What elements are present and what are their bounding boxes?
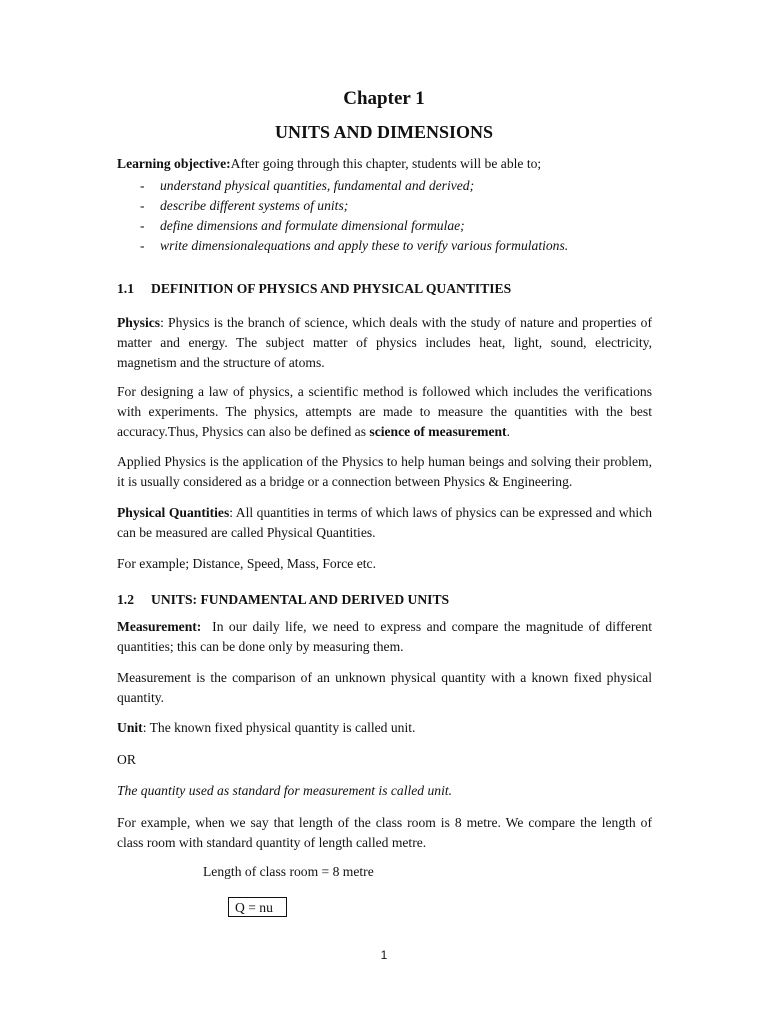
physical-quantities-label: Physical Quantities xyxy=(117,505,230,520)
scientific-method-paragraph xyxy=(117,382,652,442)
chapter-title: UNITS AND DIMENSIONS xyxy=(274,122,494,142)
section-title: DEFINITION OF PHYSICS AND PHYSICAL QUANTITIES xyxy=(151,281,512,296)
science-of-measurement: science of measurement xyxy=(369,424,507,439)
physics-label: Physics xyxy=(117,315,161,330)
physical-quantities-paragraph xyxy=(117,503,652,543)
measurement-text: In our daily life, we need to express and compare the magnitude of different quantities; this can be done only by measuring them. xyxy=(117,619,656,654)
paragraph-end: . xyxy=(506,424,510,439)
list-item: - define dimensions and formulate dimensional formulae; xyxy=(140,216,660,236)
learning-objective-text: After going through this chapter, students will be able to; xyxy=(230,156,542,171)
example-paragraph: For example; Distance, Speed, Mass, Force etc. xyxy=(117,556,376,571)
chapter-label: Chapter 1 xyxy=(343,88,425,109)
unit-paragraph xyxy=(117,718,652,738)
physics-text: : Physics is the branch of science, which deals with the study of nature and properties of matter and energy. The subject matter of physics includes heat, light, sound, electricity, magnetism and the structure of atoms. xyxy=(117,315,652,370)
formula-box: Q = nu xyxy=(228,897,287,917)
paragraph-text: For designing a law of physics, a scientific method is followed which includes the verifications with experiments. The physics, attempts are made to measure the quantities with the best accuracy.Thus, Physics can also be defined as xyxy=(117,384,652,439)
section-number: 1.2 xyxy=(117,592,134,607)
unit-label: Unit xyxy=(117,720,143,735)
list-item: - describe different systems of units; xyxy=(140,196,660,216)
section-heading-1-1 xyxy=(117,281,511,297)
physical-quantities-text: : All quantities in terms of which laws of physics can be expressed and which can be measured are called Physical Quantities. xyxy=(117,505,652,540)
measurement-definition: Measurement is the comparison of an unknown physical quantity with a known fixed physical quantity. xyxy=(117,670,652,705)
formula-example: Length of class room = 8 metre xyxy=(203,864,374,879)
unit-example-paragraph: For example, when we say that length of the class room is 8 metre. We compare the length of class room with standard quantity of length called metre. xyxy=(117,815,652,850)
learning-objective xyxy=(117,154,652,174)
or-text: OR xyxy=(117,752,136,767)
list-item: - understand physical quantities, fundamental and derived; xyxy=(140,176,660,196)
measurement-label: Measurement: xyxy=(117,619,202,634)
list-item: - write dimensionalequations and apply these to verify various formulations. xyxy=(140,236,660,256)
physics-definition xyxy=(117,313,652,373)
page-number: 1 xyxy=(380,948,388,962)
unit-text: : The known fixed physical quantity is called unit. xyxy=(142,720,416,735)
measurement-paragraph xyxy=(117,617,656,657)
applied-physics-paragraph: Applied Physics is the application of the Physics to help human beings and solving their problem, it is usually considered as a bridge or a connection between Physics & Engineering. xyxy=(117,454,652,489)
objectives-list xyxy=(140,176,660,256)
section-title: UNITS: FUNDAMENTAL AND DERIVED UNITS xyxy=(151,592,450,607)
unit-definition: The quantity used as standard for measurement is called unit. xyxy=(117,783,453,798)
learning-objective-label: Learning objective: xyxy=(117,156,231,171)
section-heading-1-2 xyxy=(117,592,449,608)
section-number: 1.1 xyxy=(117,281,134,296)
